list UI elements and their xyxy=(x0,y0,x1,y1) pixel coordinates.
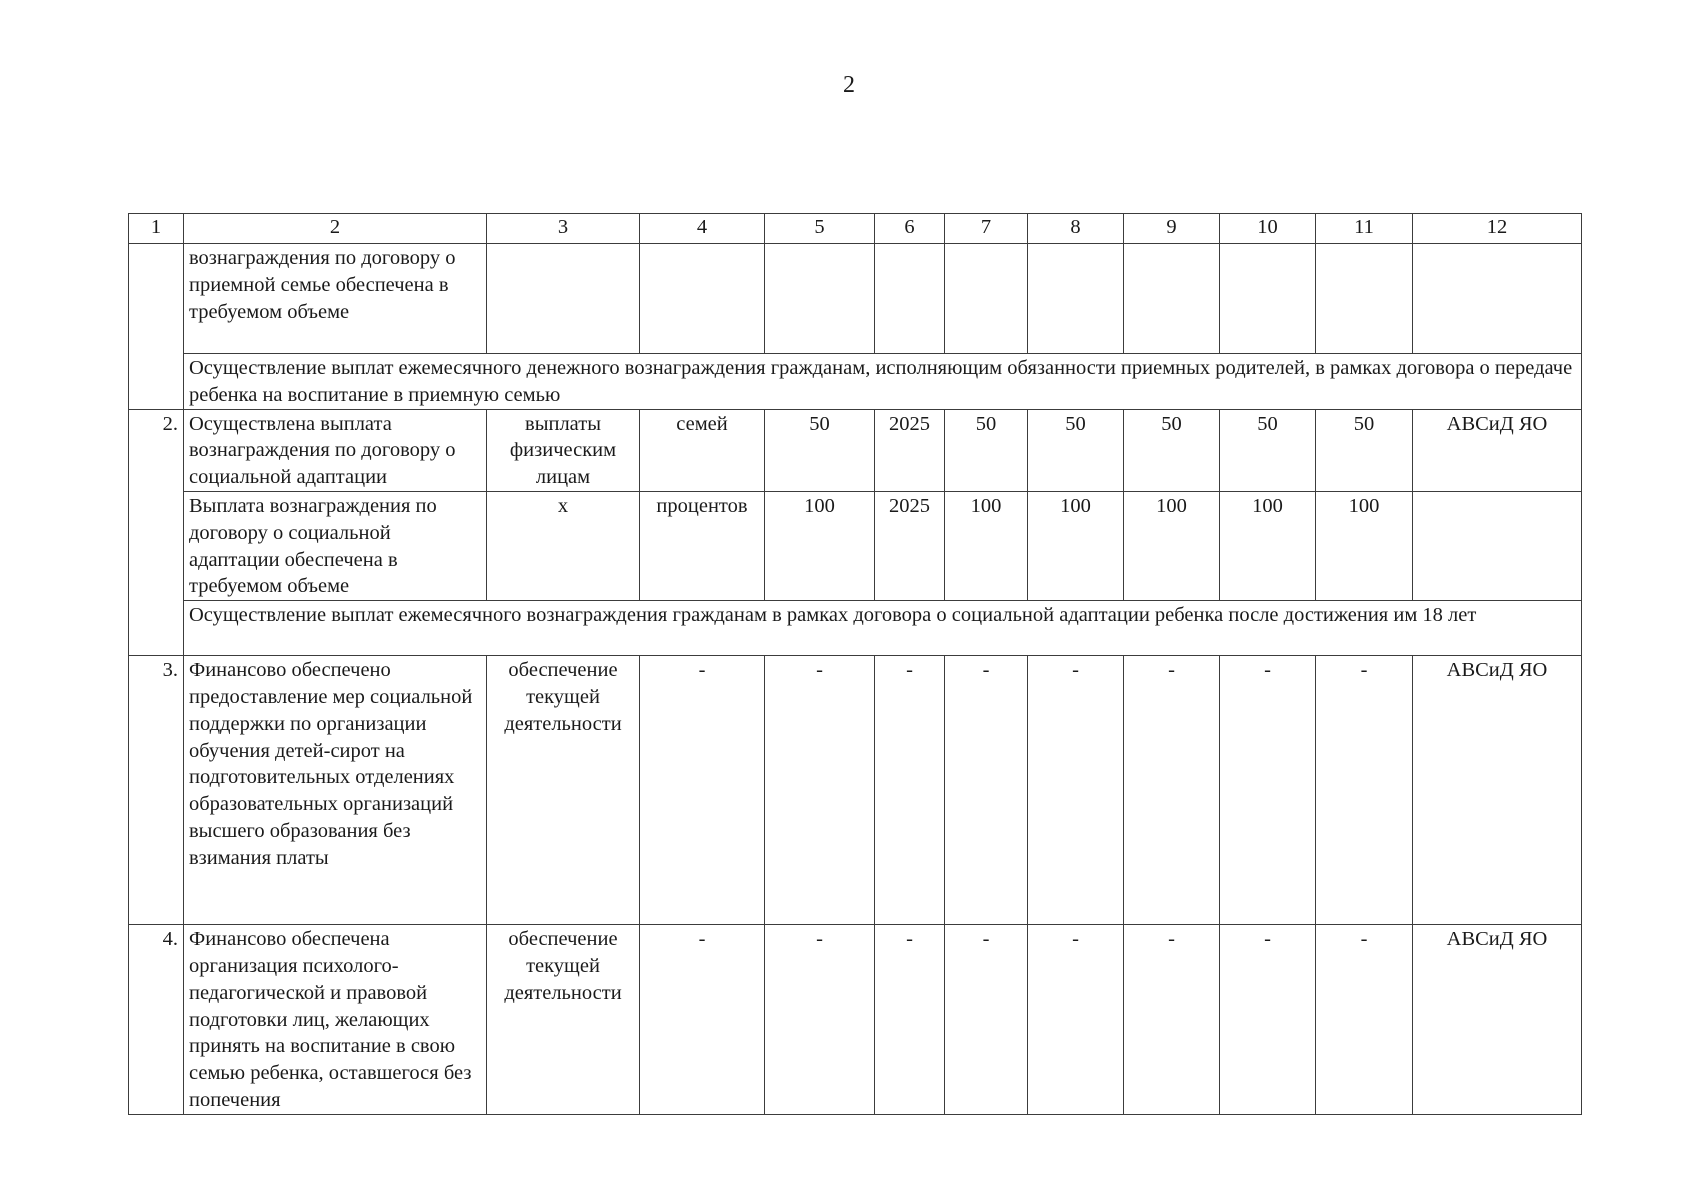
column-header: 8 xyxy=(1028,214,1124,244)
value-cell: - xyxy=(1028,656,1124,925)
unit-cell: - xyxy=(640,925,765,1115)
table-cell xyxy=(1220,244,1316,354)
indicator-type-cell: х xyxy=(487,491,640,600)
indicator-name-cell: Финансово обеспечено предоставление мер социальной поддержки по организации обучения детей-сирот на подготовительных отделениях образовательных организаций высшего образования без взимания платы xyxy=(184,656,487,925)
value-cell: 100 xyxy=(1124,491,1220,600)
value-cell: - xyxy=(1316,925,1413,1115)
unit-cell: процентов xyxy=(640,491,765,600)
responsible-cell: АВСиД ЯО xyxy=(1413,656,1582,925)
table-cell xyxy=(1413,244,1582,354)
table-row xyxy=(129,656,1582,925)
value-cell: - xyxy=(1316,656,1413,925)
value-cell: - xyxy=(1220,925,1316,1115)
table-row xyxy=(129,925,1582,1115)
value-cell: - xyxy=(945,656,1028,925)
value-cell: 100 xyxy=(1220,491,1316,600)
column-header: 11 xyxy=(1316,214,1413,244)
table-row xyxy=(129,244,1582,354)
value-cell: 50 xyxy=(1028,409,1124,491)
column-number-row xyxy=(129,214,1582,244)
responsible-cell: АВСиД ЯО xyxy=(1413,925,1582,1115)
table-cell xyxy=(945,244,1028,354)
responsible-cell xyxy=(1413,491,1582,600)
row-number-cell: 4. xyxy=(129,925,184,1115)
value-cell: - xyxy=(1028,925,1124,1115)
column-header: 2 xyxy=(184,214,487,244)
row-number-cell xyxy=(129,244,184,410)
column-header: 9 xyxy=(1124,214,1220,244)
indicator-name-cell: Осуществлена выплата вознаграждения по договору о социальной адаптации xyxy=(184,409,487,491)
table-cell xyxy=(875,244,945,354)
base-value-cell: 100 xyxy=(765,491,875,600)
responsible-cell: АВСиД ЯО xyxy=(1413,409,1582,491)
indicator-type-cell: обеспечение текущей деятельности xyxy=(487,656,640,925)
value-cell: 100 xyxy=(1316,491,1413,600)
column-header: 3 xyxy=(487,214,640,244)
value-cell: 50 xyxy=(1220,409,1316,491)
indicator-name-cell: Финансово обеспечена организация психолого-педагогической и правовой подготовки лиц, желающих принять на воспитание в свою семью ребенка, оставшегося без попечения xyxy=(184,925,487,1115)
column-header: 4 xyxy=(640,214,765,244)
phase-description: Осуществление выплат ежемесячного вознаграждения гражданам в рамках договора о социальной адаптации ребенка после достижения им 18 лет xyxy=(184,601,1582,656)
phase-description: Осуществление выплат ежемесячного денежного вознаграждения гражданам, исполняющим обязанности приемных родителей, в рамках договора о передаче ребенка на воспитание в приемную семью xyxy=(184,354,1582,410)
table-row xyxy=(129,491,1582,600)
indicator-name-cell: вознаграждения по договору о приемной семье обеспечена в требуемом объеме xyxy=(184,244,487,354)
row-number-cell: 2. xyxy=(129,409,184,656)
phase-row xyxy=(129,354,1582,410)
table-cell xyxy=(1316,244,1413,354)
value-cell: 50 xyxy=(1316,409,1413,491)
unit-cell: - xyxy=(640,656,765,925)
table-cell xyxy=(765,244,875,354)
year-cell: - xyxy=(875,925,945,1115)
unit-cell: семей xyxy=(640,409,765,491)
column-header: 10 xyxy=(1220,214,1316,244)
value-cell: 100 xyxy=(945,491,1028,600)
column-header: 6 xyxy=(875,214,945,244)
table-cell xyxy=(640,244,765,354)
value-cell: - xyxy=(945,925,1028,1115)
year-cell: 2025 xyxy=(875,491,945,600)
base-value-cell: 50 xyxy=(765,409,875,491)
year-cell: - xyxy=(875,656,945,925)
column-header: 12 xyxy=(1413,214,1582,244)
value-cell: 50 xyxy=(1124,409,1220,491)
value-cell: 100 xyxy=(1028,491,1124,600)
column-header: 5 xyxy=(765,214,875,244)
row-number-cell: 3. xyxy=(129,656,184,925)
column-header: 7 xyxy=(945,214,1028,244)
table-row xyxy=(129,409,1582,491)
value-cell: 50 xyxy=(945,409,1028,491)
value-cell: - xyxy=(1124,656,1220,925)
base-value-cell: - xyxy=(765,925,875,1115)
page-number: 2 xyxy=(843,72,855,98)
value-cell: - xyxy=(1124,925,1220,1115)
column-header: 1 xyxy=(129,214,184,244)
base-value-cell: - xyxy=(765,656,875,925)
indicators-table xyxy=(128,213,1582,1115)
value-cell: - xyxy=(1220,656,1316,925)
indicator-name-cell: Выплата вознаграждения по договору о социальной адаптации обеспечена в требуемом объеме xyxy=(184,491,487,600)
indicator-type-cell: обеспечение текущей деятельности xyxy=(487,925,640,1115)
table-cell xyxy=(487,244,640,354)
year-cell: 2025 xyxy=(875,409,945,491)
phase-row xyxy=(129,601,1582,656)
indicator-type-cell: выплаты физическим лицам xyxy=(487,409,640,491)
table-cell xyxy=(1028,244,1124,354)
table-cell xyxy=(1124,244,1220,354)
